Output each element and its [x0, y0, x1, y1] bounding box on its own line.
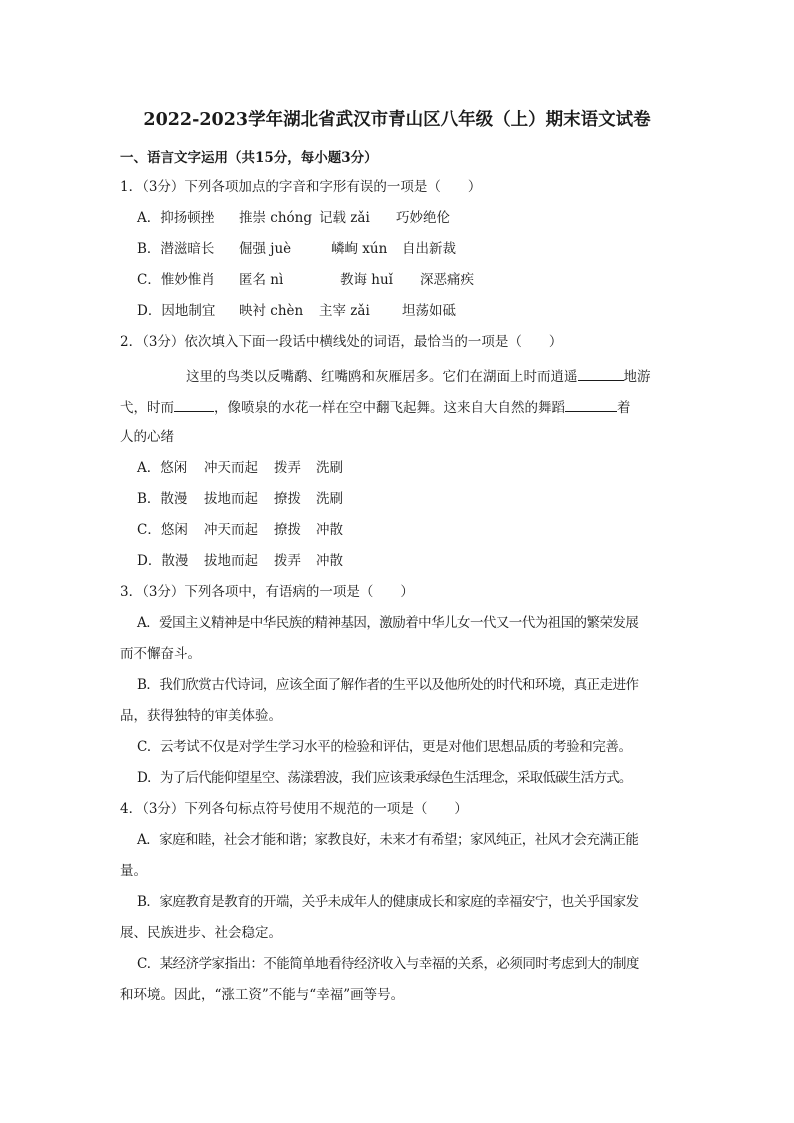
- q1-option-b-item: 倔强 juè: [239, 241, 292, 257]
- q3-option-b-cont: 品，获得独特的审美体验。: [120, 708, 282, 724]
- q2-passage-line: [186, 366, 651, 386]
- q1-option-d-label: D．因地制宜: [137, 303, 216, 319]
- q4-option-b: B．家庭教育是教育的开端，关乎未成年人的健康成长和家庭的幸福安宁，也关乎国家发: [137, 894, 639, 910]
- fill-blank: [578, 366, 624, 381]
- fill-blank: [174, 397, 214, 412]
- q1-option-c-item: 匿名 nì: [239, 272, 284, 288]
- q1-option-a-item: 推崇 chóng: [239, 210, 313, 226]
- passage-text: ，像喷泉的水花一样在空中翻飞起舞。这来自大自然的舞蹈: [214, 400, 565, 416]
- q2-option-a-item: 拨弄: [274, 460, 301, 476]
- question-2-stem: 2．（3分）依次填入下面一段话中横线处的词语，最恰当的一项是（ ）: [120, 334, 563, 350]
- q2-option-b-item: 拔地而起: [204, 491, 258, 507]
- q1-option-c-item: 深恶痛疾: [420, 272, 474, 288]
- q2-option-c-item: 冲散: [316, 522, 343, 538]
- q1-option-b-item: 自出新裁: [402, 241, 456, 257]
- q1-option-b-item: 嶙峋 xún: [331, 241, 388, 257]
- q1-option-d-item: 坦荡如砥: [402, 303, 456, 319]
- q2-option-c-item: 撩拨: [274, 522, 301, 538]
- q3-option-d: D．为了后代能仰望星空、荡漾碧波，我们应该秉承绿色生活理念，采取低碳生活方式。: [137, 770, 632, 786]
- q2-option-c-item: 冲天而起: [204, 522, 258, 538]
- q1-option-d-item: 映衬 chèn: [239, 303, 304, 319]
- passage-text: 地游: [623, 369, 651, 385]
- q1-option-a-item: 记载 zǎi: [319, 210, 370, 226]
- q1-option-c-item: 教诲 huǐ: [340, 272, 393, 288]
- q2-option-d-item: 拨弄: [274, 553, 301, 569]
- q4-option-c: C．某经济学家指出：不能简单地看待经济收入与幸福的关系，必须同时考虑到大的制度: [137, 956, 639, 972]
- q2-option-b-item: 洗刷: [316, 491, 343, 507]
- q3-option-a-cont: 而不懈奋斗。: [120, 646, 201, 662]
- question-3-stem: 3．（3分）下列各项中，有语病的一项是（ ）: [120, 584, 414, 600]
- q2-option-d-item: 冲散: [316, 553, 343, 569]
- q1-option-b-label: B．潜滋暗长: [137, 241, 215, 257]
- q4-option-a-cont: 量。: [120, 863, 147, 879]
- passage-text: 着: [617, 400, 631, 416]
- passage-text: 弋，时而: [120, 400, 174, 416]
- exam-title: 2022-2023学年湖北省武汉市青山区八年级（上）期末语文试卷: [143, 110, 651, 130]
- q3-option-c: C．云考试不仅是对学生学习水平的检验和评估，更是对他们思想品质的考验和完善。: [137, 739, 632, 755]
- question-1-stem: 1．（3分）下列各项加点的字音和字形有误的一项是（ ）: [120, 179, 482, 195]
- q2-option-a-item: 冲天而起: [204, 460, 258, 476]
- q4-option-a: A．家庭和睦，社会才能和谐；家教良好，未来才有希望；家风纯正，社风才会充满正能: [137, 832, 639, 848]
- q2-option-a-item: 洗刷: [316, 460, 343, 476]
- q4-option-c-cont: 和环境。因此，“涨工资”不能与“幸福”画等号。: [120, 987, 405, 1003]
- q2-option-b-label: B．散漫: [137, 491, 188, 507]
- q4-option-b-cont: 展、民族进步、社会稳定。: [120, 925, 282, 941]
- q2-option-d-label: D．散漫: [137, 553, 189, 569]
- passage-text: 这里的鸟类以反嘴鹬、红嘴鸥和灰雁居多。它们在湖面上时而逍遥: [186, 369, 578, 385]
- q3-option-a: A．爱国主义精神是中华民族的精神基因，激励着中华儿女一代又一代为祖国的繁荣发展: [137, 615, 639, 631]
- q2-option-d-item: 拔地而起: [204, 553, 258, 569]
- q2-passage-line: 人的心绪: [120, 429, 174, 445]
- q3-option-b: B．我们欣赏古代诗词，应该全面了解作者的生平以及他所处的时代和环境，真正走进作: [137, 677, 639, 693]
- q1-option-c-label: C．惟妙惟肖: [137, 272, 215, 288]
- q2-option-b-item: 撩拨: [274, 491, 301, 507]
- q1-option-a-item: 巧妙绝伦: [396, 210, 450, 226]
- q2-option-a-label: A．悠闲: [137, 460, 188, 476]
- q1-option-a-label: A．抑扬顿挫: [137, 210, 215, 226]
- question-4-stem: 4．（3分）下列各句标点符号使用不规范的一项是（ ）: [120, 801, 468, 817]
- section-heading: 一、语言文字运用（共15分，每小题3分）: [120, 150, 378, 166]
- q1-option-d-item: 主宰 zǎi: [319, 303, 370, 319]
- q2-option-c-label: C．悠闲: [137, 522, 188, 538]
- fill-blank: [565, 397, 617, 412]
- q2-passage-line: [120, 397, 631, 417]
